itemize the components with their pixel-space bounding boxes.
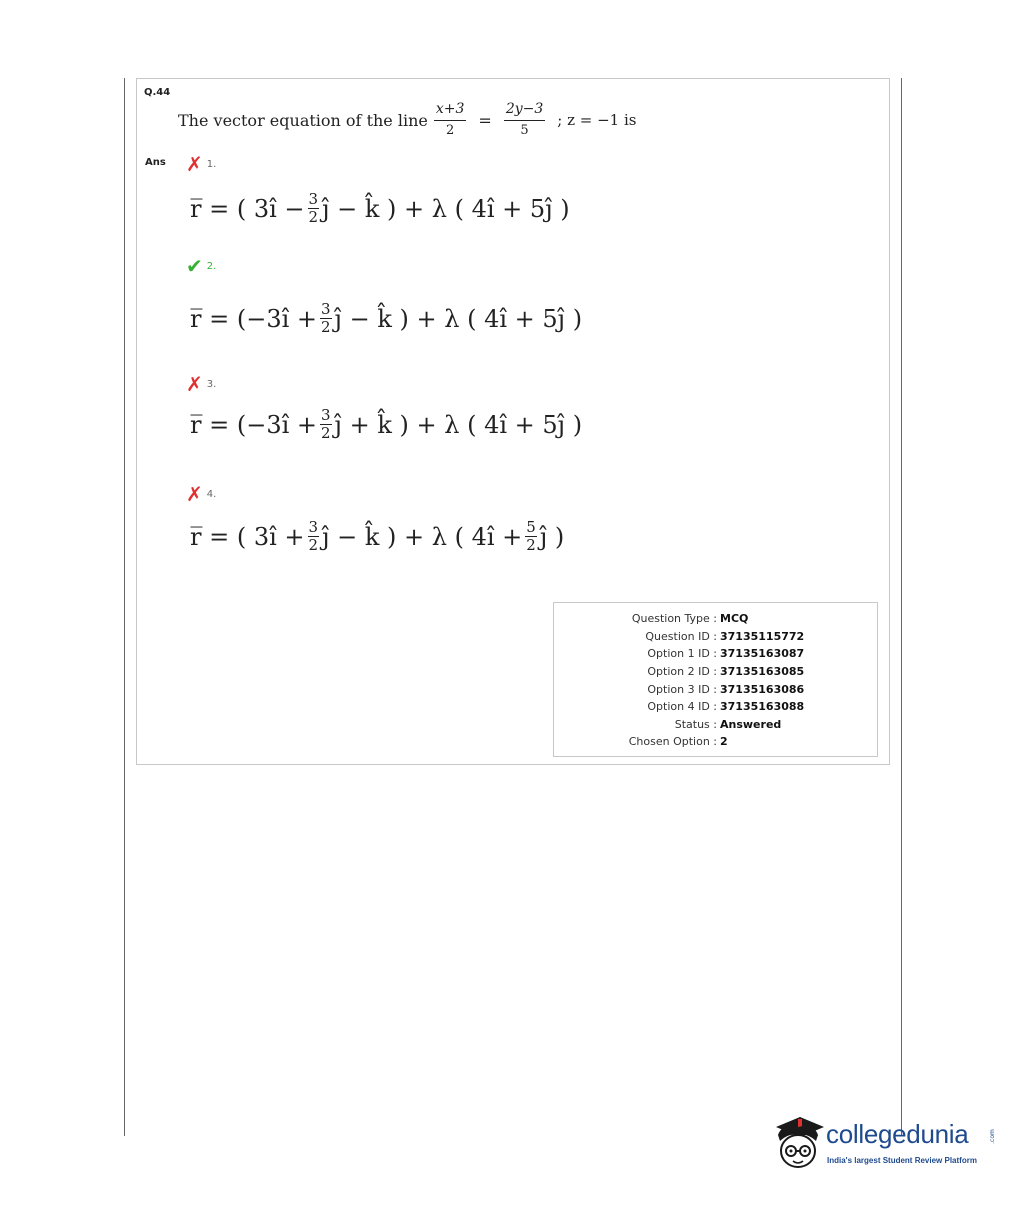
formula-part: ĵ + k̂ ) + λ ( 4î + 5ĵ )	[334, 410, 583, 439]
option-3-number: 3.	[206, 378, 217, 390]
option-2-formula	[190, 302, 582, 335]
info-row	[554, 645, 877, 663]
question-number: Q.44	[144, 87, 171, 98]
formula-part: ĵ − k̂ ) + λ ( 4î + 5ĵ )	[334, 304, 583, 333]
info-row	[554, 610, 877, 628]
formula-part: ĵ − k̂ ) + λ ( 4î +	[322, 522, 523, 551]
info-value: 2	[720, 735, 728, 749]
mascot-icon	[768, 1105, 828, 1175]
checkmark-icon: ✔	[186, 254, 203, 278]
fraction-numerator: 3	[308, 190, 319, 208]
fraction-numerator: 3	[321, 406, 331, 424]
option-1-marker	[186, 154, 216, 174]
cross-icon: ✗	[186, 372, 203, 396]
collegedunia-logo	[768, 1105, 998, 1175]
fraction-numerator: 3	[308, 518, 319, 536]
info-label: Option 1 ID :	[647, 647, 717, 661]
formula-part: r̅ = (−3î +	[190, 304, 317, 333]
fraction-y	[504, 102, 545, 138]
info-row	[554, 680, 877, 698]
info-table	[554, 610, 877, 751]
option-4-marker	[186, 484, 216, 504]
fraction-denominator: 2	[526, 536, 536, 554]
formula-part: ĵ )	[539, 522, 565, 551]
brand-name: collegedunia	[826, 1119, 969, 1149]
fraction-denominator: 2	[321, 318, 331, 336]
info-label: Question Type :	[631, 612, 717, 626]
info-row	[554, 663, 877, 681]
brand-suffix: .com	[988, 1129, 996, 1144]
fraction-three-halves	[320, 408, 332, 441]
option-1-formula	[190, 192, 570, 225]
fraction-x	[434, 102, 467, 138]
info-label: Option 3 ID :	[647, 682, 717, 696]
info-label: Option 4 ID :	[647, 700, 717, 714]
option-4-number: 4.	[206, 488, 217, 500]
fraction-numerator: 5	[526, 518, 536, 536]
question-text	[178, 96, 637, 144]
formula-part: r̅ = ( 3î +	[190, 522, 305, 551]
equals-sign: =	[478, 110, 492, 130]
info-label: Chosen Option :	[628, 735, 717, 749]
brand-tagline: India's largest Student Review Platform	[827, 1156, 977, 1165]
question-info-box	[553, 602, 878, 757]
fraction-five-halves	[525, 520, 537, 553]
fraction-denominator: 2	[321, 424, 331, 442]
cross-icon: ✗	[186, 152, 203, 176]
fraction-denominator: 2	[308, 208, 319, 226]
info-row	[554, 628, 877, 646]
info-value: 37135115772	[720, 629, 805, 643]
fraction-x-numerator: x+3	[434, 102, 467, 120]
fraction-three-halves	[320, 302, 332, 335]
info-value: 37135163085	[720, 665, 805, 679]
formula-part: r̅ = ( 3î −	[190, 194, 305, 223]
info-label: Option 2 ID :	[647, 665, 717, 679]
info-value: 37135163086	[720, 682, 805, 696]
fraction-x-denominator: 2	[445, 122, 455, 138]
info-value: 37135163087	[720, 647, 805, 661]
option-4-formula	[190, 520, 564, 553]
ans-label: Ans	[145, 157, 166, 168]
left-margin-line	[124, 78, 125, 1136]
info-value: 37135163088	[720, 700, 805, 714]
formula-part: ĵ − k̂ ) + λ ( 4î + 5ĵ )	[322, 194, 570, 223]
info-row	[554, 698, 877, 716]
info-value: MCQ	[720, 612, 749, 626]
info-label: Question ID :	[645, 629, 717, 643]
option-2-marker	[186, 256, 216, 276]
fraction-y-numerator: 2y−3	[504, 102, 545, 120]
right-margin-line	[901, 78, 902, 1136]
fraction-three-halves	[308, 192, 320, 225]
info-value: Answered	[720, 717, 782, 731]
fraction-three-halves	[308, 520, 320, 553]
info-label: Status :	[674, 717, 717, 731]
question-prefix: The vector equation of the line	[178, 110, 428, 130]
option-2-number: 2.	[206, 260, 217, 272]
fraction-numerator: 3	[321, 300, 331, 318]
option-1-number: 1.	[206, 158, 217, 170]
fraction-y-denominator: 5	[520, 122, 529, 138]
cross-icon: ✗	[186, 482, 203, 506]
question-tail: ; z = −1 is	[557, 111, 637, 129]
fraction-denominator: 2	[308, 536, 319, 554]
info-row	[554, 733, 877, 751]
formula-part: r̅ = (−3î +	[190, 410, 317, 439]
option-3-marker	[186, 374, 216, 394]
info-row	[554, 716, 877, 734]
option-3-formula	[190, 408, 582, 441]
